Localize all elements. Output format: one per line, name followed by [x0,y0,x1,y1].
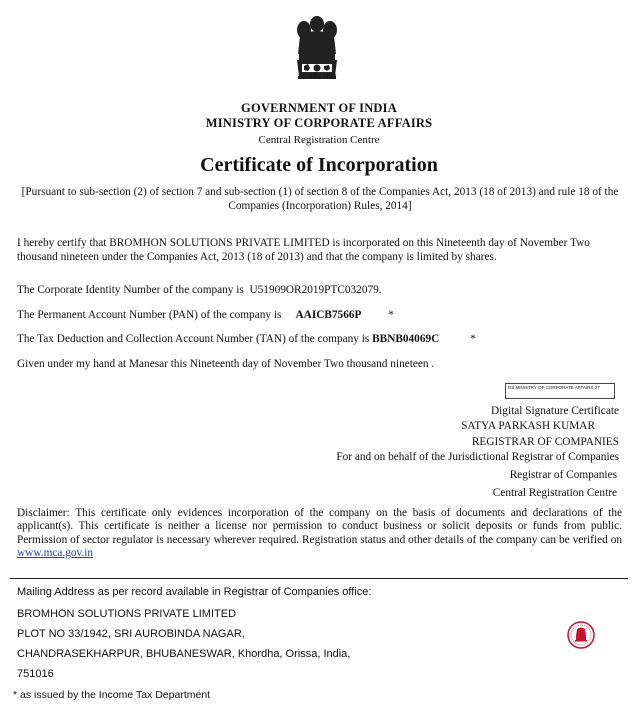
pan-asterisk: * [388,309,394,321]
stamp-text: DS MINISTRY OF CORPORATE AFFAIRS 27 [508,385,600,390]
national-emblem-icon [292,14,342,102]
address-line-1: BROMHON SOLUTIONS PRIVATE LIMITED [17,608,237,620]
pursuant-clause: [Pursuant to sub-section (2) of section 7 and sub-section (1) of section 8 of the Companies Act, 2013 (18 of 2013) and rule 18 of the Companies (Incorporation) Rules, 2014] [21,186,619,212]
footnote: * as issued by the Income Tax Department [13,689,211,701]
sig-registrar-title: REGISTRAR OF COMPANIES [471,436,619,448]
sig-on-behalf: For and on behalf of the Jurisdictional Registrar of Companies [336,451,619,463]
certify-paragraph: I hereby certify that BROMHON SOLUTIONS PRIVATE LIMITED is incorporated on this Nineteenth day of November Two thousand nineteen under the Companies Act, 2013 (18 of 2013) and that the company is limited by shares. [17,237,590,263]
mca-link[interactable]: www.mca.gov.in [17,547,94,560]
address-line-3: CHANDRASEKHARPUR, BHUBANESWAR, Khordha, Orissa, India, [17,648,351,660]
header-government: GOVERNMENT OF INDIA [241,101,397,115]
tan-value: BBNB04069C [372,333,440,345]
address-line-2: PLOT NO 33/1942, SRI AUROBINDA NAGAR, [17,628,245,640]
header-centre: Central Registration Centre [258,134,380,146]
pan-label: The Permanent Account Number (PAN) of the company is [17,309,282,321]
pan-line [17,309,622,323]
official-seal-icon [566,620,596,650]
header-ministry: MINISTRY OF CORPORATE AFFAIRS [205,116,433,130]
certificate-title: Certificate of Incorporation [200,154,438,176]
sig-registrar-name: SATYA PARKASH KUMAR [461,420,595,432]
sig-roc: Registrar of Companies [509,469,617,481]
disclaimer-text: Disclaimer: This certificate only evidences incorporation of the company on the basis of documents and declarations of the applicant(s). This certificate is neither a license nor permission to conduct business or solicit deposits or funds from public. Permission of sector regulator is necessary wherever required. Registration status and other details of the company can be verified on [17,507,622,546]
tan-label: The Tax Deduction and Collection Account Number (TAN) of the company is [17,333,370,345]
cin-label: The Corporate Identity Number of the company is [17,284,244,296]
pan-value: AAICB7566P [295,309,362,321]
mailing-address [17,604,350,684]
cin-line [17,284,622,298]
digital-signature-stamp [505,383,615,399]
cin-value: U51909OR2019PTC032079. [249,284,382,296]
disclaimer [17,507,622,561]
tan-line [17,333,622,347]
sig-digital-certificate: Digital Signature Certificate [491,405,619,417]
address-line-4: 751016 [17,668,54,680]
mailing-label: Mailing Address as per record available in Registrar of Companies office: [17,586,372,598]
given-line: Given under my hand at Manesar this Nineteenth day of November Two thousand nineteen . [17,358,435,370]
emblem-motto: सत्यमेव जयते [301,73,337,81]
divider [10,578,628,579]
tan-asterisk: * [470,333,476,345]
sig-crc: Central Registration Centre [492,487,617,499]
